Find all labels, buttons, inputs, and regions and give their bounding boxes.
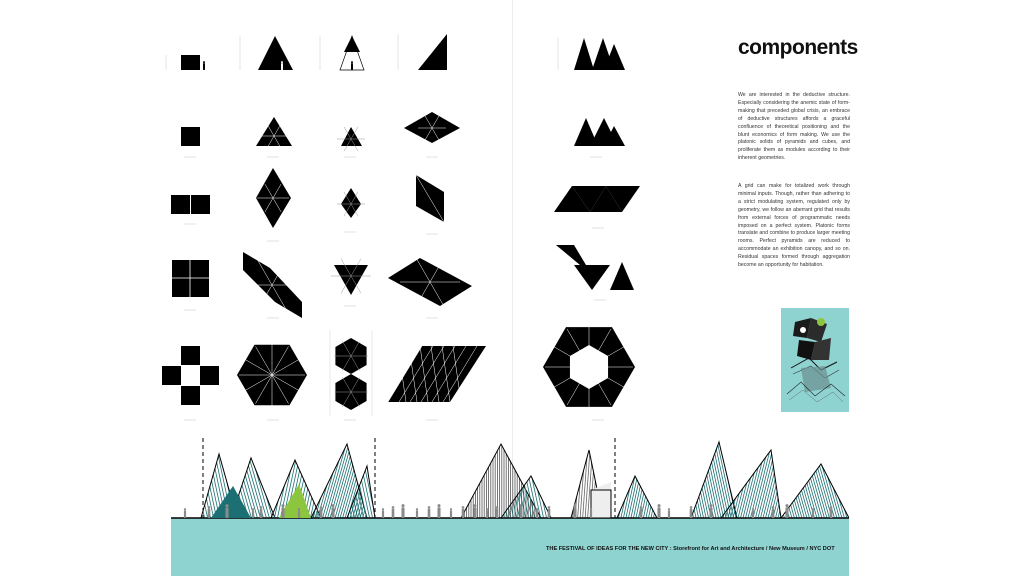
shape xyxy=(344,36,360,52)
shape xyxy=(574,265,610,290)
body-paragraph-2: A grid can make for totalized work through minimal inputs. Though, rather than adhering to a strict modulating system, regulated only by geometry, we follow an aberrant grid that results from external forces of programmatic needs imposed on a perfect system. Platonic forms translate and combine to produce larger meeting rooms. Perfect pyramids are reduced to accommodate an exhibition canopy, and so on. Residual spaces formed through aggregation become an opportunity for habitation. xyxy=(738,183,850,269)
shape xyxy=(574,38,594,70)
street-elevation-panorama xyxy=(171,436,849,576)
module-row-2 xyxy=(181,112,625,151)
installation-thumbnail xyxy=(781,308,849,412)
module-row-5 xyxy=(162,323,635,416)
shape xyxy=(341,127,362,146)
shape xyxy=(610,262,634,290)
shape xyxy=(258,36,293,70)
shape xyxy=(341,188,361,218)
body-paragraph-1: We are interested in the deductive structure. Especially considering the anemic state of form-making that preceded global crisis, an embrace of deductive structures affords a graceful confluence of theoretical positioning and the blunt economics of form making. We use the platonic solids of pyramids and cubes, and proliferate them as modules according to their inherent geometries. xyxy=(738,92,850,162)
shape xyxy=(404,112,460,143)
elevation-row xyxy=(166,34,625,70)
shape xyxy=(256,117,292,146)
shape xyxy=(334,265,368,295)
booth xyxy=(591,482,611,518)
festival-caption: THE FESTIVAL OF IDEAS FOR THE NEW CITY : Storefront for Art and Architecture / New Museum / NYC DOT xyxy=(546,546,835,552)
module-row-4 xyxy=(172,245,634,318)
installation-collage-image xyxy=(781,308,849,412)
page-title: components xyxy=(738,36,858,59)
shape xyxy=(418,34,447,70)
module-row-3 xyxy=(171,168,640,228)
